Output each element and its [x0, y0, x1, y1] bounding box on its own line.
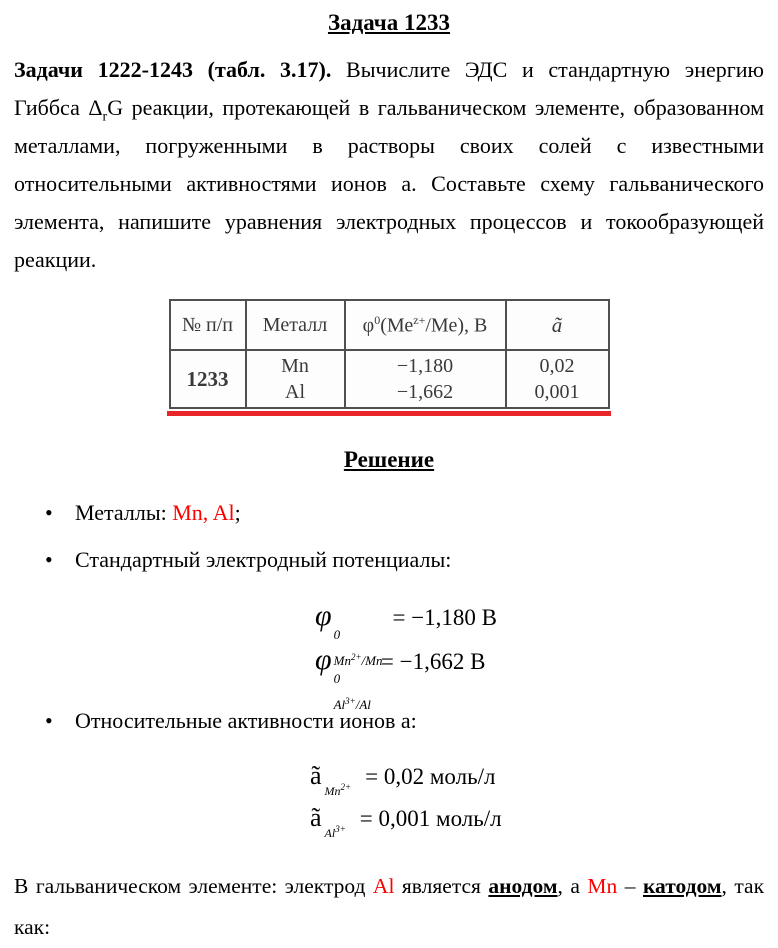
potential-formula-2 [315, 638, 764, 712]
bullet-activities-label: • Относительные активности ионов а: [75, 708, 764, 734]
a-tilde-symbol: ã [310, 803, 322, 832]
a-sub [325, 826, 346, 840]
activity-formulas [14, 755, 764, 839]
data-table [169, 299, 610, 409]
ion-name: Al [324, 826, 336, 840]
metal-2: Al [285, 381, 305, 403]
footer-text-4: – [617, 874, 643, 898]
metals-label: Металлы: [75, 500, 173, 525]
footer-paragraph [14, 866, 764, 948]
activity-2: 0,001 [534, 381, 580, 403]
table-row [170, 350, 609, 408]
ion-charge: 2+ [350, 652, 362, 662]
activity-formula-2 [310, 797, 764, 839]
footer-text-3: , а [557, 874, 588, 898]
metal-name: /Al [355, 697, 371, 712]
footer-text-5: , так как: [14, 874, 765, 939]
metals-end: ; [234, 500, 241, 525]
activity-1: 0,02 [539, 355, 575, 377]
cell-activities [506, 350, 609, 408]
phi-sup-zero: 0 [374, 312, 381, 327]
header-col-activity [506, 300, 609, 350]
footer-text-2: является [394, 874, 489, 898]
header-col-metal: Металл [246, 300, 345, 350]
phi-supsub [334, 673, 371, 711]
activity-formula-1 [310, 755, 764, 797]
phi-sup: 0 [333, 671, 341, 686]
cell-problem-number: 1233 [170, 350, 246, 408]
solution-heading: Решение [343, 447, 435, 472]
page-title: Задача 1233 [327, 10, 451, 35]
footer-text-1: В гальваническом элементе: электрод [14, 874, 373, 898]
problem-text-1: Вычислите ЭДС и стандартную энергию Гиббса Δ [14, 57, 764, 120]
cathode-term: катодом [642, 874, 722, 898]
ion-charge: 3+ [345, 696, 356, 706]
ion-name: Mn [333, 653, 351, 668]
formula-value: = −1,180 В [392, 605, 498, 630]
problem-statement [14, 51, 764, 279]
ion-name: Al [333, 697, 346, 712]
formula-value: = 0,02 моль/л [365, 764, 496, 789]
anode-term: анодом [488, 874, 558, 898]
ion-name: Mn [324, 784, 341, 798]
formula-value: = −1,662 В [380, 649, 486, 674]
phi-symbol: φ [315, 599, 332, 632]
header-col-number: № п/п [170, 300, 246, 350]
ion-charge: 3+ [335, 824, 346, 834]
me-open: (Ме [380, 314, 414, 337]
bullet-metals [75, 500, 764, 526]
phi-sup: 0 [333, 627, 341, 642]
cell-metals [246, 350, 345, 408]
phi-symbol: φ [315, 643, 332, 676]
bullet-potentials-label: • Стандартный электродный потенциалы: [75, 547, 764, 573]
metals-red-values: Mn, Al [172, 500, 235, 525]
header-col-potential [345, 300, 506, 350]
bullet-list-2 [14, 708, 764, 734]
cell-potentials [345, 350, 506, 408]
metal-name: /Mn [361, 653, 383, 668]
me-close: /Ме), В [425, 314, 488, 337]
potential-1: −1,180 [396, 355, 454, 377]
bullet-list [14, 500, 764, 573]
ion-charge: 2+ [340, 782, 352, 792]
potential-2: −1,662 [396, 381, 454, 403]
metal-1: Mn [281, 355, 309, 377]
formula-value: = 0,001 моль/л [359, 806, 502, 831]
table-header-row [170, 300, 609, 350]
metal-al-red: Al [372, 874, 395, 898]
z-plus-sup: z+ [413, 312, 426, 327]
red-underline [167, 411, 611, 416]
gibbs-delta-subscript: r [102, 109, 108, 125]
potential-formulas [14, 594, 764, 712]
a-tilde-symbol: ã [310, 761, 322, 790]
a-sub [325, 784, 352, 798]
a-tilde-symbol: ã [551, 312, 563, 337]
problem-lead: Задачи 1222-1243 (табл. 3.17). [14, 57, 332, 82]
metal-mn-red: Mn [587, 874, 618, 898]
problem-text-2: G реакции, протекающей в гальваническом элементе, образованном металлами, погруженными в растворы своих солей с известными относительными активностями ионов а. Составьте схему гальванического элемента, напишите уравнения электродных процессов и токообразующей реакции. [14, 95, 764, 272]
phi-symbol: φ [362, 314, 375, 337]
